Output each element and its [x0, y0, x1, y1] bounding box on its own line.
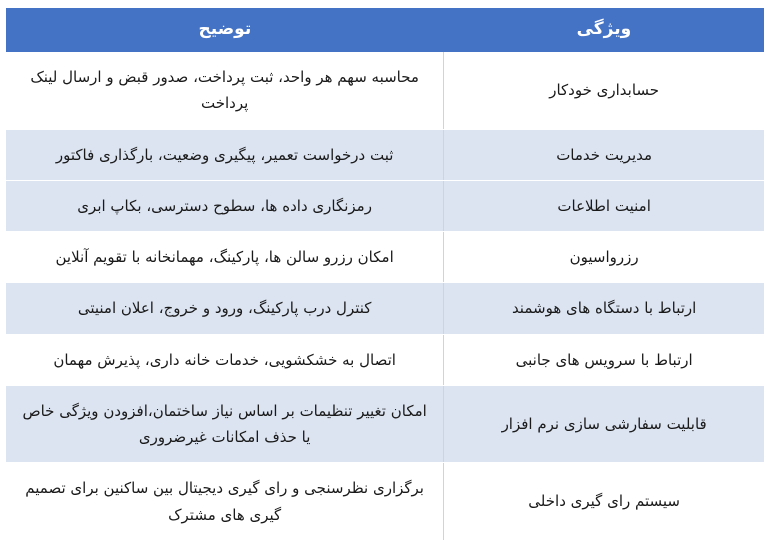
feature-text: حسابداری خودکار: [549, 81, 660, 100]
cell-description: [6, 180, 444, 231]
table-row: [6, 283, 764, 334]
cell-feature: [444, 283, 764, 334]
feature-text: سیستم رای گیری داخلی: [528, 492, 680, 511]
description-text: امکان تغییر تنظیمات بر اساس نیاز ساختمان،افزودن ویژگی خاص یا حذف امکانات غیرضروری: [22, 401, 427, 446]
cell-description: [6, 283, 444, 334]
cell-feature: [444, 334, 764, 385]
table-row: [6, 463, 764, 541]
description-text: اتصال به خشکشویی، خدمات خانه داری، پذیرش مهمان: [53, 350, 396, 369]
feature-text: رزرواسیون: [569, 248, 639, 266]
cell-description: [6, 232, 444, 283]
cell-feature: [444, 463, 764, 541]
cell-feature: [444, 385, 764, 463]
table-row: [6, 385, 764, 463]
feature-text: ارتباط با سرویس های جانبی: [515, 350, 693, 369]
table-row: [6, 129, 764, 180]
cell-description: [6, 52, 444, 129]
description-text: برگزاری نظرسنجی و رای گیری دیجیتال بین ساکنین برای تصمیم گیری های مشترک: [25, 479, 424, 524]
table-body: [6, 52, 764, 540]
description-text: امکان رزرو سالن ها، پارکینگ، مهمانخانه با تقویم آنلاین: [55, 248, 394, 266]
cell-description: [6, 334, 444, 385]
table-row: [6, 232, 764, 283]
description-text: محاسبه سهم هر واحد، ثبت پرداخت، صدور قبض و ارسال لینک پرداخت: [30, 68, 419, 113]
column-header-feature: ویژگی: [444, 8, 764, 52]
cell-description: [6, 385, 444, 463]
cell-feature: [444, 52, 764, 129]
table-row: [6, 334, 764, 385]
cell-feature: [444, 180, 764, 231]
table-row: [6, 180, 764, 231]
cell-feature: [444, 129, 764, 180]
feature-text: ارتباط با دستگاه های هوشمند: [511, 299, 697, 318]
cell-description: [6, 129, 444, 180]
header-row: [6, 8, 764, 52]
features-table: [6, 8, 764, 541]
feature-text: امنیت اطلاعات: [557, 196, 651, 215]
table-header: [6, 8, 764, 52]
column-header-description: توضیح: [6, 8, 444, 52]
feature-text: قابلیت سفارشی سازی نرم افزار: [501, 414, 707, 433]
description-text: ثبت درخواست تعمیر، پیگیری وضعیت، بارگذاری فاکتور: [55, 145, 394, 164]
feature-text: مدیریت خدمات: [556, 145, 653, 164]
description-text: رمزنگاری داده ها، سطوح دسترسی، بکاپ ابری: [77, 196, 372, 215]
cell-feature: [444, 232, 764, 283]
description-text: کنترل درب پارکینگ، ورود و خروج، اعلان امنیتی: [77, 299, 372, 318]
cell-description: [6, 463, 444, 541]
table-row: [6, 52, 764, 129]
